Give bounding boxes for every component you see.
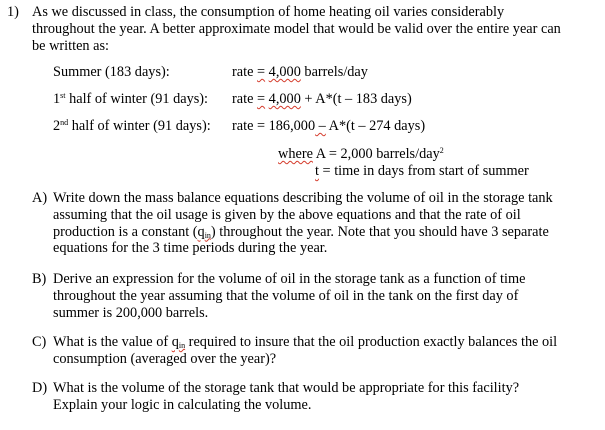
rate-prefix: rate = 186,000 <box>232 118 316 134</box>
part-line <box>53 224 583 241</box>
rate-expression: + A*(t – 183 days) <box>300 91 412 107</box>
intro-line: throughout the year. A better approximate model that would be valid over the entire year can <box>32 20 561 37</box>
text: What is the value of <box>53 334 172 350</box>
rate-label-summer: Summer (183 days): <box>53 64 170 80</box>
text: ) throughout the year. Note that you should have 3 separate <box>210 223 549 240</box>
ordinal: 2 <box>53 118 61 134</box>
part-line: Write down the mass balance equations describing the volume of oil in the storage tank <box>53 190 553 206</box>
rate-formula-summer <box>232 64 368 81</box>
definition-a-text: A = 2,000 barrels/day <box>315 146 440 162</box>
part-letter: C) <box>32 334 47 350</box>
part-letter: B) <box>32 271 47 287</box>
where-word: where <box>278 146 313 162</box>
q-in-symbol: $q_{in}$ <box>171 334 186 350</box>
part-text <box>53 190 583 257</box>
definition-a-exponent: 2 <box>439 146 444 155</box>
ordinal-suffix: st <box>60 91 66 100</box>
part-text <box>53 271 583 321</box>
ordinal: 1 <box>53 91 61 107</box>
text: required to insure that the oil production exactly balances the oil <box>185 334 558 350</box>
rate-prefix: rate <box>232 91 254 107</box>
minus-sign: – <box>315 118 326 134</box>
question-number: 1) <box>7 4 19 20</box>
definition-t <box>315 163 529 180</box>
intro-line: be written as: <box>32 37 110 54</box>
rate-prefix: rate <box>232 64 254 80</box>
rate-formula-winter-1 <box>232 91 412 108</box>
rate-value: 4,000 <box>268 64 301 80</box>
equals-sign: = <box>257 64 266 80</box>
rate-label-winter-1 <box>53 91 208 108</box>
ordinal-suffix: nd <box>60 118 69 127</box>
part-line: consumption (averaged over the year)? <box>53 350 277 367</box>
intro-line: As we discussed in class, the consumption of home heating oil varies considerably <box>32 4 505 20</box>
rate-unit: barrels/day <box>300 64 368 80</box>
part-line: Explain your logic in calculating the volume. <box>53 396 312 413</box>
part-letter: A) <box>32 190 48 206</box>
part-line <box>53 334 583 351</box>
part-line: What is the volume of the storage tank that would be appropriate for this facility? <box>53 380 520 396</box>
text: production is a constant ( <box>53 223 198 240</box>
definition-a <box>278 146 444 163</box>
t-variable: t <box>315 163 319 179</box>
part-line: summer is 200,000 barrels. <box>53 304 209 321</box>
rate-expression: A*(t – 274 days) <box>325 118 426 134</box>
label-text: half of winter (91 days): <box>68 118 211 134</box>
question-intro <box>32 4 597 54</box>
equals-sign: = <box>257 91 266 107</box>
rate-formula-winter-2 <box>232 118 425 135</box>
part-line: assuming that the oil usage is given by the above equations and that the rate of oil <box>53 206 521 223</box>
part-letter: D) <box>32 380 48 396</box>
part-text <box>53 380 583 414</box>
part-line: equations for the 3 time periods during the year. <box>53 240 328 257</box>
part-text <box>53 334 583 368</box>
definition-t-text: = time in days from start of summer <box>318 163 529 179</box>
q-in-symbol: $q_{in}$ <box>197 223 211 240</box>
rate-value: 4,000 <box>268 91 301 107</box>
label-text: half of winter (91 days): <box>65 91 209 107</box>
part-line: Derive an expression for the volume of oil in the storage tank as a function of time <box>53 271 526 287</box>
part-line: throughout the year assuming that the volume of oil in the tank on the first day of <box>53 287 519 304</box>
rate-label-winter-2 <box>53 118 211 135</box>
